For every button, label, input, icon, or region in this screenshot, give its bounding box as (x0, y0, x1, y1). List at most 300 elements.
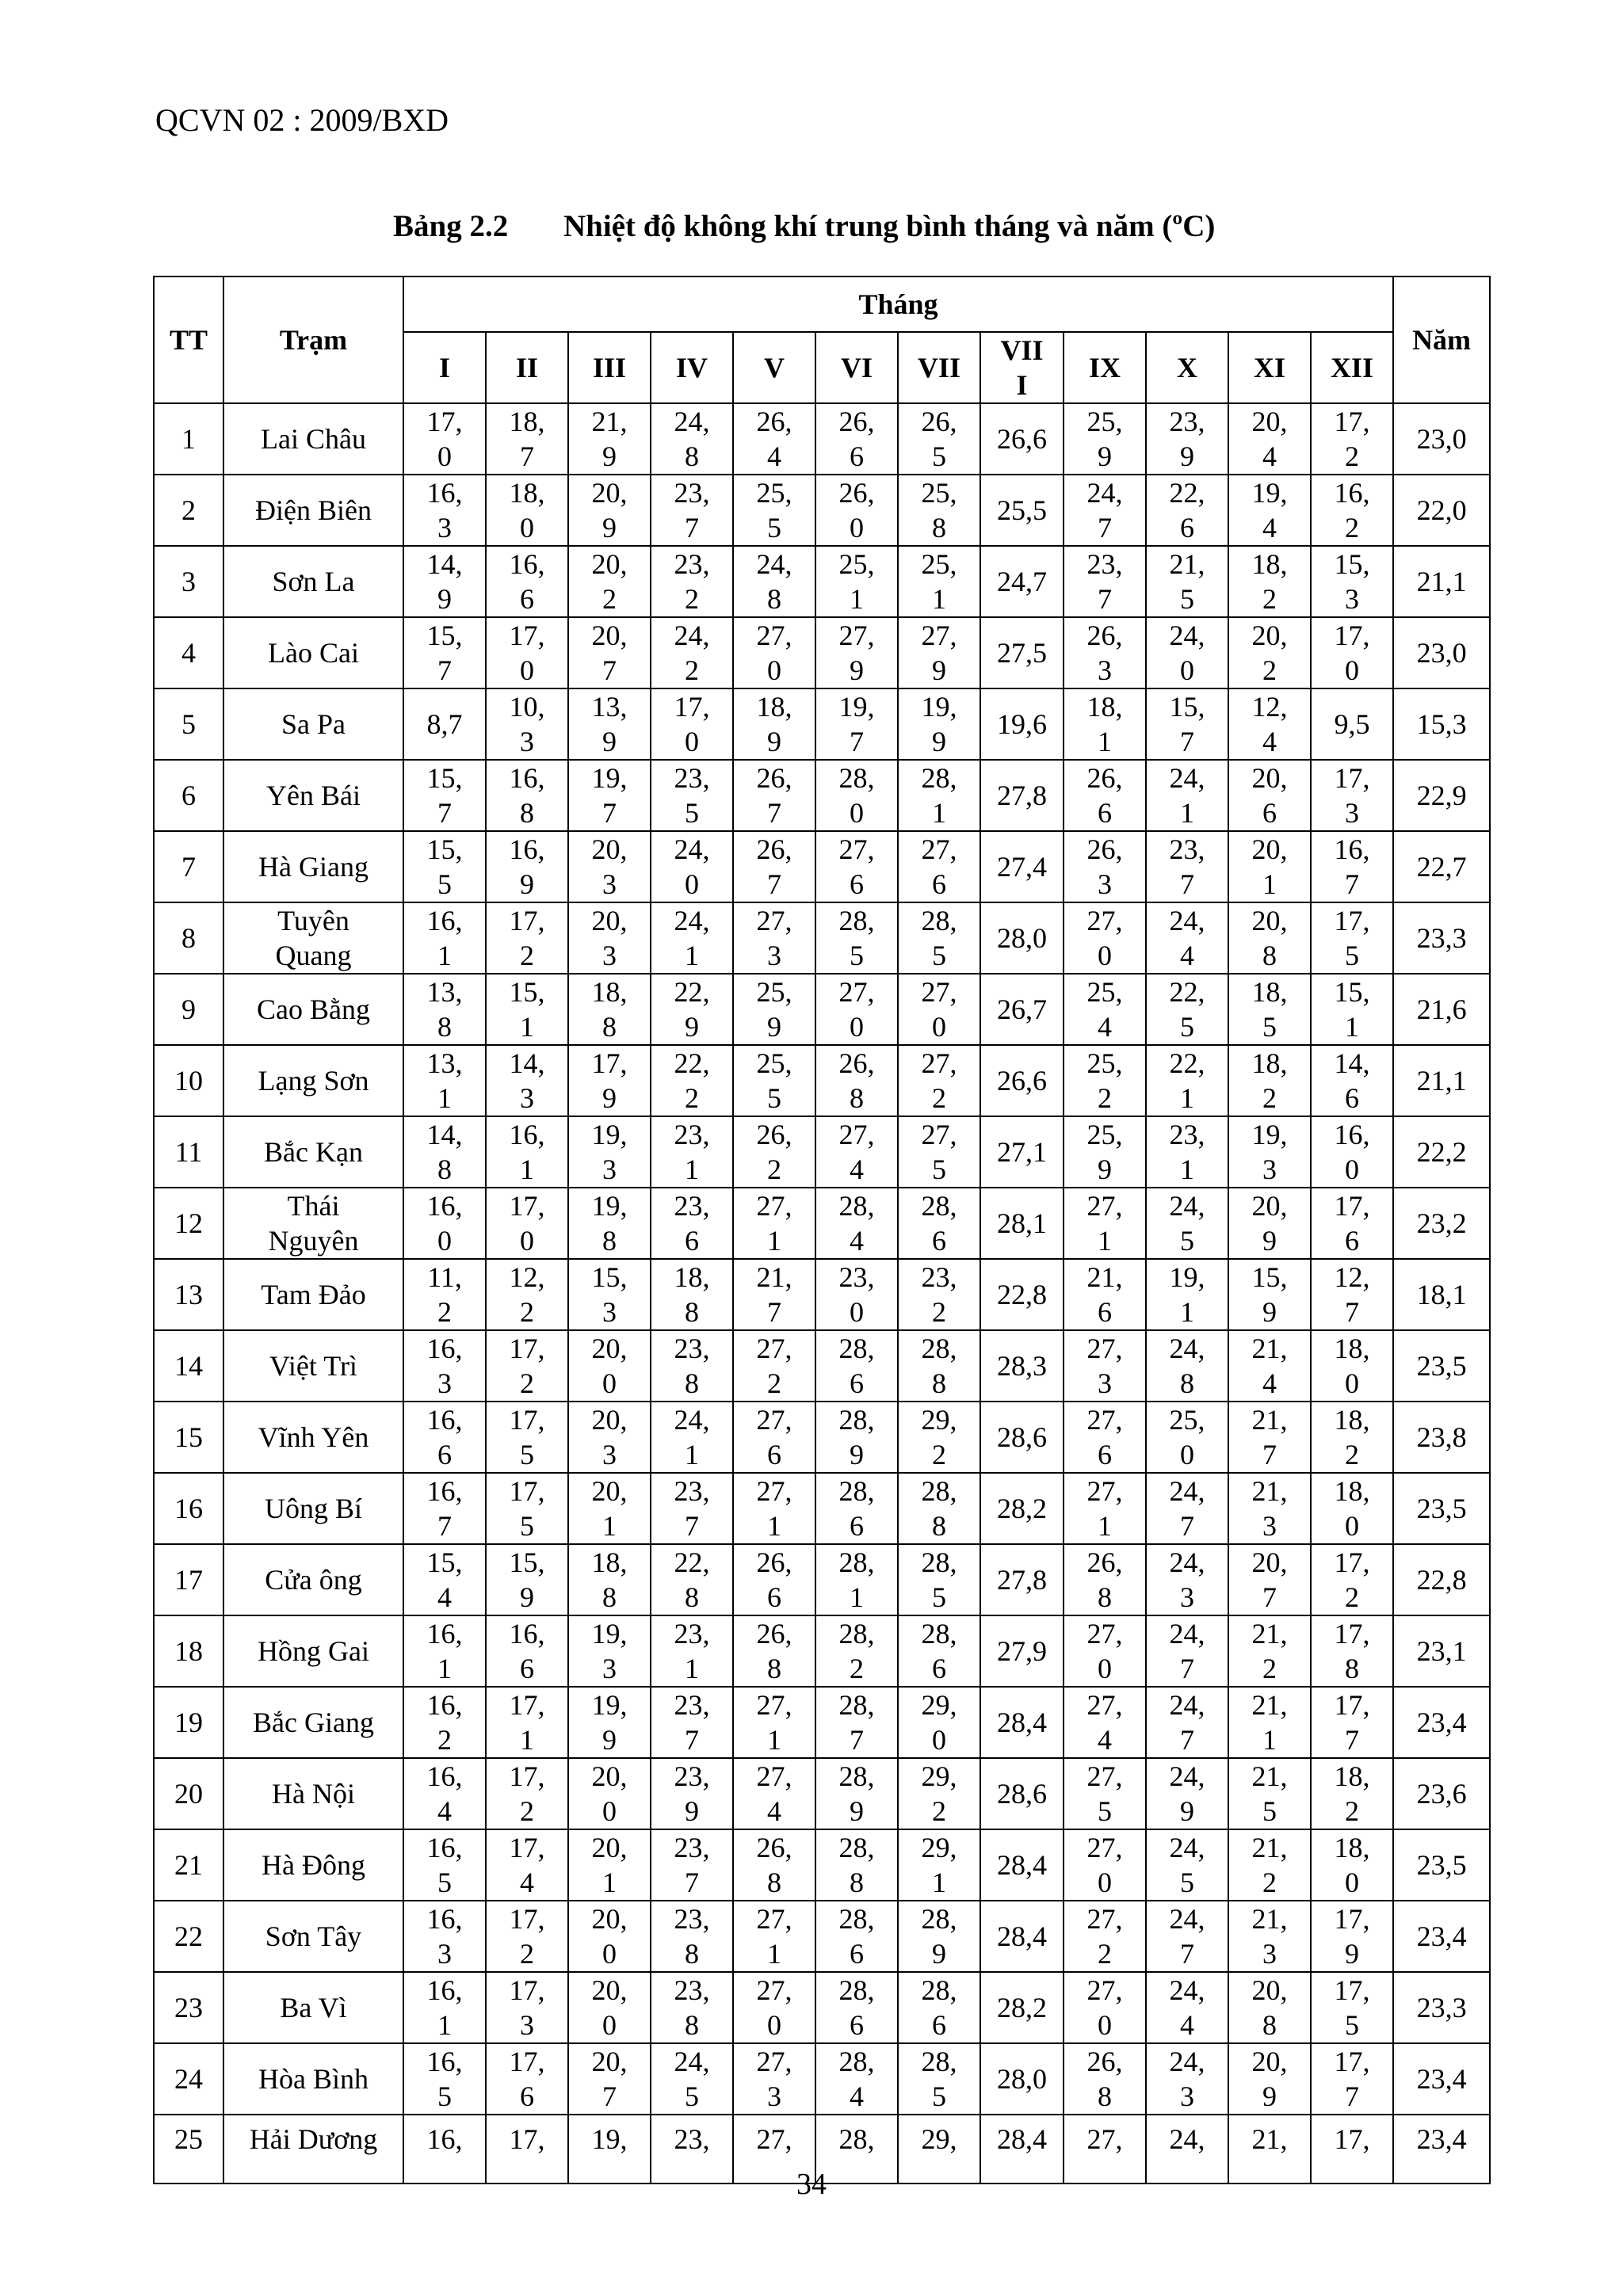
station-name-cell: Việt Trì (223, 1330, 403, 1402)
year-value-cell: 23,1 (1393, 1615, 1490, 1687)
month-value-cell: 20, 9 (1228, 1188, 1311, 1259)
month-value-cell: 28,0 (980, 902, 1064, 974)
month-value-cell: 16, (403, 2115, 486, 2183)
station-name-cell: Cửa ông (223, 1544, 403, 1615)
month-value-cell: 16, 3 (403, 1901, 486, 1972)
month-value-cell: 27, 0 (815, 974, 898, 1045)
month-value-cell: 17, 6 (1311, 1188, 1393, 1259)
month-value-cell: 25, 9 (1064, 1116, 1146, 1188)
table-row (154, 1687, 1490, 1758)
month-value-cell: 17, 2 (486, 1901, 568, 1972)
month-value-cell: 22, 1 (1146, 1045, 1228, 1116)
month-value-cell: 16, 5 (403, 2043, 486, 2115)
year-value-cell: 23,3 (1393, 1972, 1490, 2043)
month-value-cell: 15, 9 (486, 1544, 568, 1615)
month-value-cell: 17, 9 (1311, 1901, 1393, 1972)
station-name-cell: Tuyên Quang (223, 902, 403, 974)
month-value-cell: 24, 7 (1146, 1615, 1228, 1687)
month-value-cell: 19, 1 (1146, 1259, 1228, 1330)
month-value-cell: 15, 9 (1228, 1259, 1311, 1330)
month-value-cell: 27, 6 (733, 1402, 815, 1473)
month-header: I (403, 332, 486, 403)
month-value-cell: 17, 2 (486, 1330, 568, 1402)
month-value-cell: 16, 2 (403, 1687, 486, 1758)
row-number-cell: 5 (154, 688, 223, 760)
month-value-cell: 26, 6 (815, 403, 898, 475)
month-value-cell: 24, 8 (733, 546, 815, 617)
month-value-cell: 18, 1 (1064, 688, 1146, 760)
month-value-cell: 20, 0 (568, 1901, 651, 1972)
station-name-cell: Thái Nguyên (223, 1188, 403, 1259)
month-value-cell: 26, 7 (733, 831, 815, 902)
station-name-cell: Lai Châu (223, 403, 403, 475)
month-value-cell: 18, 7 (486, 403, 568, 475)
row-number-cell: 22 (154, 1901, 223, 1972)
year-value-cell: 22,0 (1393, 475, 1490, 546)
month-value-cell: 26, 8 (1064, 1544, 1146, 1615)
month-value-cell: 28, 4 (815, 1188, 898, 1259)
row-number-cell: 20 (154, 1758, 223, 1829)
month-value-cell: 27, 2 (733, 1330, 815, 1402)
month-value-cell: 11, 2 (403, 1259, 486, 1330)
month-value-cell: 29, (898, 2115, 980, 2183)
row-number-cell: 21 (154, 1829, 223, 1901)
month-value-cell: 18, 0 (1311, 1473, 1393, 1544)
month-value-cell: 23, 1 (651, 1615, 733, 1687)
col-header-month-group: Tháng (403, 277, 1393, 332)
month-value-cell: 16, 0 (1311, 1116, 1393, 1188)
month-value-cell: 26, 0 (815, 475, 898, 546)
month-value-cell: 15, 7 (403, 617, 486, 688)
month-value-cell: 19, 9 (568, 1687, 651, 1758)
table-row (154, 974, 1490, 1045)
month-value-cell: 23, 8 (651, 1330, 733, 1402)
month-value-cell: 16, 6 (403, 1402, 486, 1473)
month-value-cell: 20, 7 (1228, 1544, 1311, 1615)
month-value-cell: 28, 0 (815, 760, 898, 831)
month-value-cell: 27, 0 (733, 617, 815, 688)
month-value-cell: 23, 7 (651, 1829, 733, 1901)
month-value-cell: 26, 8 (733, 1615, 815, 1687)
month-value-cell: 27, 1 (1064, 1188, 1146, 1259)
row-number-cell: 25 (154, 2115, 223, 2183)
month-value-cell: 15, 7 (1146, 688, 1228, 760)
month-value-cell: 16, 2 (1311, 475, 1393, 546)
month-value-cell: 27, 0 (898, 974, 980, 1045)
month-value-cell: 23, 6 (651, 1188, 733, 1259)
month-value-cell: 19, 3 (568, 1615, 651, 1687)
table-row (154, 1188, 1490, 1259)
document-header: QCVN 02 : 2009/BXD (155, 102, 449, 138)
year-value-cell: 23,8 (1393, 1402, 1490, 1473)
station-name-cell: Hồng Gai (223, 1615, 403, 1687)
month-value-cell: 27, 4 (1064, 1687, 1146, 1758)
table-row (154, 1330, 1490, 1402)
month-value-cell: 16, 6 (486, 1615, 568, 1687)
row-number-cell: 17 (154, 1544, 223, 1615)
row-number-cell: 3 (154, 546, 223, 617)
month-value-cell: 13, 1 (403, 1045, 486, 1116)
month-header: V (733, 332, 815, 403)
year-value-cell: 23,4 (1393, 2043, 1490, 2115)
month-value-cell: 18, 0 (1311, 1330, 1393, 1402)
month-value-cell: 26,6 (980, 1045, 1064, 1116)
month-value-cell: 23, 1 (1146, 1116, 1228, 1188)
month-value-cell: 25, 5 (733, 1045, 815, 1116)
month-value-cell: 27, 9 (898, 617, 980, 688)
year-value-cell: 22,7 (1393, 831, 1490, 902)
station-name-cell: Hà Giang (223, 831, 403, 902)
month-value-cell: 23, 8 (651, 1972, 733, 2043)
year-value-cell: 23,6 (1393, 1758, 1490, 1829)
month-value-cell: 22, 5 (1146, 974, 1228, 1045)
col-header-station: Trạm (223, 277, 403, 403)
month-value-cell: 20, 4 (1228, 403, 1311, 475)
month-value-cell: 28,4 (980, 2115, 1064, 2183)
month-value-cell: 25, 4 (1064, 974, 1146, 1045)
month-value-cell: 21, 2 (1228, 1615, 1311, 1687)
month-value-cell: 20, 0 (568, 1330, 651, 1402)
page-number: 34 (796, 2168, 827, 2201)
month-value-cell: 25, 2 (1064, 1045, 1146, 1116)
month-value-cell: 23, 7 (651, 1687, 733, 1758)
month-value-cell: 28, 8 (815, 1829, 898, 1901)
month-value-cell: 15, 1 (486, 974, 568, 1045)
month-value-cell: 21, 2 (1228, 1829, 1311, 1901)
month-value-cell: 14, 3 (486, 1045, 568, 1116)
month-value-cell: 27, 0 (1064, 1972, 1146, 2043)
month-value-cell: 18, 8 (568, 974, 651, 1045)
month-value-cell: 17, 9 (568, 1045, 651, 1116)
month-value-cell: 20, 2 (568, 546, 651, 617)
month-value-cell: 22, 6 (1146, 475, 1228, 546)
month-value-cell: 28, 7 (815, 1687, 898, 1758)
month-value-cell: 16, 3 (403, 1330, 486, 1402)
month-header: VII (898, 332, 980, 403)
month-value-cell: 28, (815, 2115, 898, 2183)
month-value-cell: 12, 7 (1311, 1259, 1393, 1330)
row-number-cell: 15 (154, 1402, 223, 1473)
month-value-cell: 18, 8 (651, 1259, 733, 1330)
month-value-cell: 18, 0 (486, 475, 568, 546)
month-value-cell: 17, 4 (486, 1829, 568, 1901)
year-value-cell: 22,2 (1393, 1116, 1490, 1188)
month-value-cell: 24, 1 (1146, 760, 1228, 831)
month-header: XI (1228, 332, 1311, 403)
year-value-cell: 23,4 (1393, 1687, 1490, 1758)
month-value-cell: 26,6 (980, 403, 1064, 475)
month-value-cell: 8,7 (403, 688, 486, 760)
station-name-cell: Hà Nội (223, 1758, 403, 1829)
month-value-cell: 24, 7 (1064, 475, 1146, 546)
month-value-cell: 18, 2 (1311, 1758, 1393, 1829)
month-value-cell: 23, 7 (651, 475, 733, 546)
month-value-cell: 20, 2 (1228, 617, 1311, 688)
month-value-cell: 16, 3 (403, 475, 486, 546)
month-value-cell: 21, 1 (1228, 1687, 1311, 1758)
month-header: IV (651, 332, 733, 403)
table-row (154, 617, 1490, 688)
month-value-cell: 23, 9 (1146, 403, 1228, 475)
month-value-cell: 28,4 (980, 1829, 1064, 1901)
month-value-cell: 17, 2 (486, 902, 568, 974)
month-value-cell: 22,8 (980, 1259, 1064, 1330)
month-value-cell: 28, 9 (898, 1901, 980, 1972)
month-value-cell: 23, 1 (651, 1116, 733, 1188)
month-value-cell: 16, 1 (486, 1116, 568, 1188)
month-value-cell: 29, 2 (898, 1758, 980, 1829)
station-name-cell: Hải Dương (223, 2115, 403, 2183)
year-value-cell: 23,5 (1393, 1330, 1490, 1402)
month-value-cell: 24, 4 (1146, 1972, 1228, 2043)
month-value-cell: 20, 8 (1228, 1972, 1311, 2043)
row-number-cell: 10 (154, 1045, 223, 1116)
table-row (154, 2043, 1490, 2115)
month-value-cell: 18, 0 (1311, 1829, 1393, 1901)
row-number-cell: 11 (154, 1116, 223, 1188)
month-value-cell: 22, 9 (651, 974, 733, 1045)
month-value-cell: 27,9 (980, 1615, 1064, 1687)
month-value-cell: 24, 7 (1146, 1687, 1228, 1758)
month-value-cell: 17, 8 (1311, 1615, 1393, 1687)
month-value-cell: 20, 9 (568, 475, 651, 546)
month-value-cell: 15, 3 (1311, 546, 1393, 617)
table-row (154, 688, 1490, 760)
month-value-cell: 27,4 (980, 831, 1064, 902)
month-value-cell: 20, 3 (568, 1402, 651, 1473)
col-header-year: Năm (1393, 277, 1490, 403)
station-name-cell: Ba Vì (223, 1972, 403, 2043)
month-value-cell: 18, 2 (1228, 1045, 1311, 1116)
table-row (154, 403, 1490, 475)
month-value-cell: 28, 6 (898, 1972, 980, 2043)
month-value-cell: 27, 4 (815, 1116, 898, 1188)
month-value-cell: 16, 8 (486, 760, 568, 831)
month-value-cell: 27, 2 (1064, 1901, 1146, 1972)
month-value-cell: 21, 7 (733, 1259, 815, 1330)
month-value-cell: 26, 4 (733, 403, 815, 475)
month-value-cell: 27, 1 (733, 1188, 815, 1259)
month-value-cell: 17, 3 (486, 1972, 568, 2043)
month-value-cell: 17, 0 (651, 688, 733, 760)
month-value-cell: 17, 5 (486, 1473, 568, 1544)
month-value-cell: 14, 9 (403, 546, 486, 617)
month-value-cell: 28, 2 (815, 1615, 898, 1687)
month-value-cell: 20, 3 (568, 902, 651, 974)
month-value-cell: 26, 8 (1064, 2043, 1146, 2115)
month-value-cell: 27, 5 (1064, 1758, 1146, 1829)
table-row (154, 1972, 1490, 2043)
month-value-cell: 21, 6 (1064, 1259, 1146, 1330)
month-value-cell: 28, 8 (898, 1473, 980, 1544)
month-value-cell: 14, 6 (1311, 1045, 1393, 1116)
month-value-cell: 26, 3 (1064, 617, 1146, 688)
month-value-cell: 27, 9 (815, 617, 898, 688)
month-header: X (1146, 332, 1228, 403)
month-value-cell: 21, 9 (568, 403, 651, 475)
month-value-cell: 17, 2 (1311, 1544, 1393, 1615)
month-value-cell: 28, 8 (898, 1330, 980, 1402)
month-value-cell: 23, 5 (651, 760, 733, 831)
month-value-cell: 28, 5 (898, 902, 980, 974)
row-number-cell: 8 (154, 902, 223, 974)
month-value-cell: 21, 3 (1228, 1473, 1311, 1544)
month-value-cell: 24, 3 (1146, 2043, 1228, 2115)
month-value-cell: 18, 8 (568, 1544, 651, 1615)
month-value-cell: 21, 5 (1146, 546, 1228, 617)
month-value-cell: 9,5 (1311, 688, 1393, 760)
table-row (154, 1829, 1490, 1901)
month-value-cell: 19, 4 (1228, 475, 1311, 546)
month-value-cell: 13, 9 (568, 688, 651, 760)
station-name-cell: Bắc Giang (223, 1687, 403, 1758)
month-value-cell: 12, 2 (486, 1259, 568, 1330)
row-number-cell: 2 (154, 475, 223, 546)
year-value-cell: 21,1 (1393, 546, 1490, 617)
month-value-cell: 27, 3 (733, 2043, 815, 2115)
month-value-cell: 28,3 (980, 1330, 1064, 1402)
month-value-cell: 23, 7 (651, 1473, 733, 1544)
month-value-cell: 24, 7 (1146, 1901, 1228, 1972)
month-value-cell: 24, 8 (1146, 1330, 1228, 1402)
year-value-cell: 22,9 (1393, 760, 1490, 831)
month-value-cell: 17, 5 (1311, 1972, 1393, 2043)
month-value-cell: 22, 2 (651, 1045, 733, 1116)
month-value-cell: 27, 6 (898, 831, 980, 902)
month-value-cell: 26, 2 (733, 1116, 815, 1188)
month-value-cell: 27, 3 (733, 902, 815, 974)
row-number-cell: 12 (154, 1188, 223, 1259)
month-value-cell: 28, 1 (898, 760, 980, 831)
month-value-cell: 27, 1 (733, 1473, 815, 1544)
month-value-cell: 27, (1064, 2115, 1146, 2183)
month-value-cell: 17, 7 (1311, 2043, 1393, 2115)
month-value-cell: 22, 8 (651, 1544, 733, 1615)
month-value-cell: 27, 2 (898, 1045, 980, 1116)
station-name-cell: Yên Bái (223, 760, 403, 831)
month-value-cell: 27, 0 (1064, 1615, 1146, 1687)
month-value-cell: 27, (733, 2115, 815, 2183)
month-value-cell: 17, 5 (1311, 902, 1393, 974)
month-value-cell: 21, (1228, 2115, 1311, 2183)
month-value-cell: 24, 5 (1146, 1829, 1228, 1901)
row-number-cell: 13 (154, 1259, 223, 1330)
month-value-cell: 24, 3 (1146, 1544, 1228, 1615)
month-value-cell: 23, 2 (898, 1259, 980, 1330)
year-value-cell: 23,0 (1393, 403, 1490, 475)
month-value-cell: 17, (486, 2115, 568, 2183)
month-value-cell: 28, 9 (815, 1758, 898, 1829)
year-value-cell: 21,6 (1393, 974, 1490, 1045)
month-header: III (568, 332, 651, 403)
month-value-cell: 17, 2 (486, 1758, 568, 1829)
table-row (154, 1402, 1490, 1473)
month-value-cell: 16, 9 (486, 831, 568, 902)
month-value-cell: 25, 1 (898, 546, 980, 617)
month-value-cell: 23, 9 (651, 1758, 733, 1829)
month-value-cell: 27, 6 (1064, 1402, 1146, 1473)
month-value-cell: 25, 9 (733, 974, 815, 1045)
month-value-cell: 17, 1 (486, 1687, 568, 1758)
month-value-cell: 20, 8 (1228, 902, 1311, 974)
month-value-cell: 27, 1 (733, 1687, 815, 1758)
month-value-cell: 20, 0 (568, 1758, 651, 1829)
month-value-cell: 28, 6 (815, 1901, 898, 1972)
month-value-cell: 24, 1 (651, 1402, 733, 1473)
month-value-cell: 24, 0 (1146, 617, 1228, 688)
year-value-cell: 23,2 (1393, 1188, 1490, 1259)
month-value-cell: 28, 4 (815, 2043, 898, 2115)
col-header-tt: TT (154, 277, 223, 403)
month-value-cell: 28, 6 (815, 1972, 898, 2043)
month-header: IX (1064, 332, 1146, 403)
month-value-cell: 18, 2 (1311, 1402, 1393, 1473)
table-row (154, 1116, 1490, 1188)
station-name-cell: Tam Đảo (223, 1259, 403, 1330)
month-value-cell: 28,1 (980, 1188, 1064, 1259)
month-value-cell: 27,1 (980, 1116, 1064, 1188)
month-value-cell: 25, 1 (815, 546, 898, 617)
year-value-cell: 15,3 (1393, 688, 1490, 760)
month-value-cell: 25, 0 (1146, 1402, 1228, 1473)
month-value-cell: 10, 3 (486, 688, 568, 760)
month-value-cell: 27, 3 (1064, 1330, 1146, 1402)
month-value-cell: 28, 6 (898, 1615, 980, 1687)
month-value-cell: 20, 1 (1228, 831, 1311, 902)
month-value-cell: 26,7 (980, 974, 1064, 1045)
station-name-cell: Lào Cai (223, 617, 403, 688)
month-value-cell: 24, 4 (1146, 902, 1228, 974)
year-value-cell: 18,1 (1393, 1259, 1490, 1330)
month-value-cell: 28,2 (980, 1473, 1064, 1544)
month-value-cell: 17, 0 (486, 617, 568, 688)
month-value-cell: 18, 2 (1228, 546, 1311, 617)
table-row (154, 1901, 1490, 1972)
month-value-cell: 17, 7 (1311, 1687, 1393, 1758)
year-value-cell: 23,5 (1393, 1829, 1490, 1901)
table-row (154, 902, 1490, 974)
month-value-cell: 14, 8 (403, 1116, 486, 1188)
month-value-cell: 23, 2 (651, 546, 733, 617)
month-value-cell: 26, 7 (733, 760, 815, 831)
month-value-cell: 25, 9 (1064, 403, 1146, 475)
month-value-cell: 17, 2 (1311, 403, 1393, 475)
month-value-cell: 19, (568, 2115, 651, 2183)
month-value-cell: 28, 9 (815, 1402, 898, 1473)
year-value-cell: 23,3 (1393, 902, 1490, 974)
month-value-cell: 24, 5 (1146, 1188, 1228, 1259)
table-title: Nhiệt độ không khí trung bình tháng và năm (ºC) (563, 209, 1216, 243)
table-row (154, 831, 1490, 902)
year-value-cell: 23,0 (1393, 617, 1490, 688)
year-value-cell: 22,8 (1393, 1544, 1490, 1615)
row-number-cell: 19 (154, 1687, 223, 1758)
month-value-cell: 28,6 (980, 1758, 1064, 1829)
month-value-cell: 23, 7 (1064, 546, 1146, 617)
month-value-cell: 26, 8 (733, 1829, 815, 1901)
month-value-cell: 20, 7 (568, 2043, 651, 2115)
month-value-cell: 25,5 (980, 475, 1064, 546)
month-value-cell: 28, 5 (898, 1544, 980, 1615)
row-number-cell: 23 (154, 1972, 223, 2043)
month-value-cell: 27, 1 (1064, 1473, 1146, 1544)
month-value-cell: 15, 3 (568, 1259, 651, 1330)
month-value-cell: 16, 0 (403, 1188, 486, 1259)
month-value-cell: 28,0 (980, 2043, 1064, 2115)
month-value-cell: 20, 6 (1228, 760, 1311, 831)
month-header: VII I (980, 332, 1064, 403)
row-number-cell: 4 (154, 617, 223, 688)
